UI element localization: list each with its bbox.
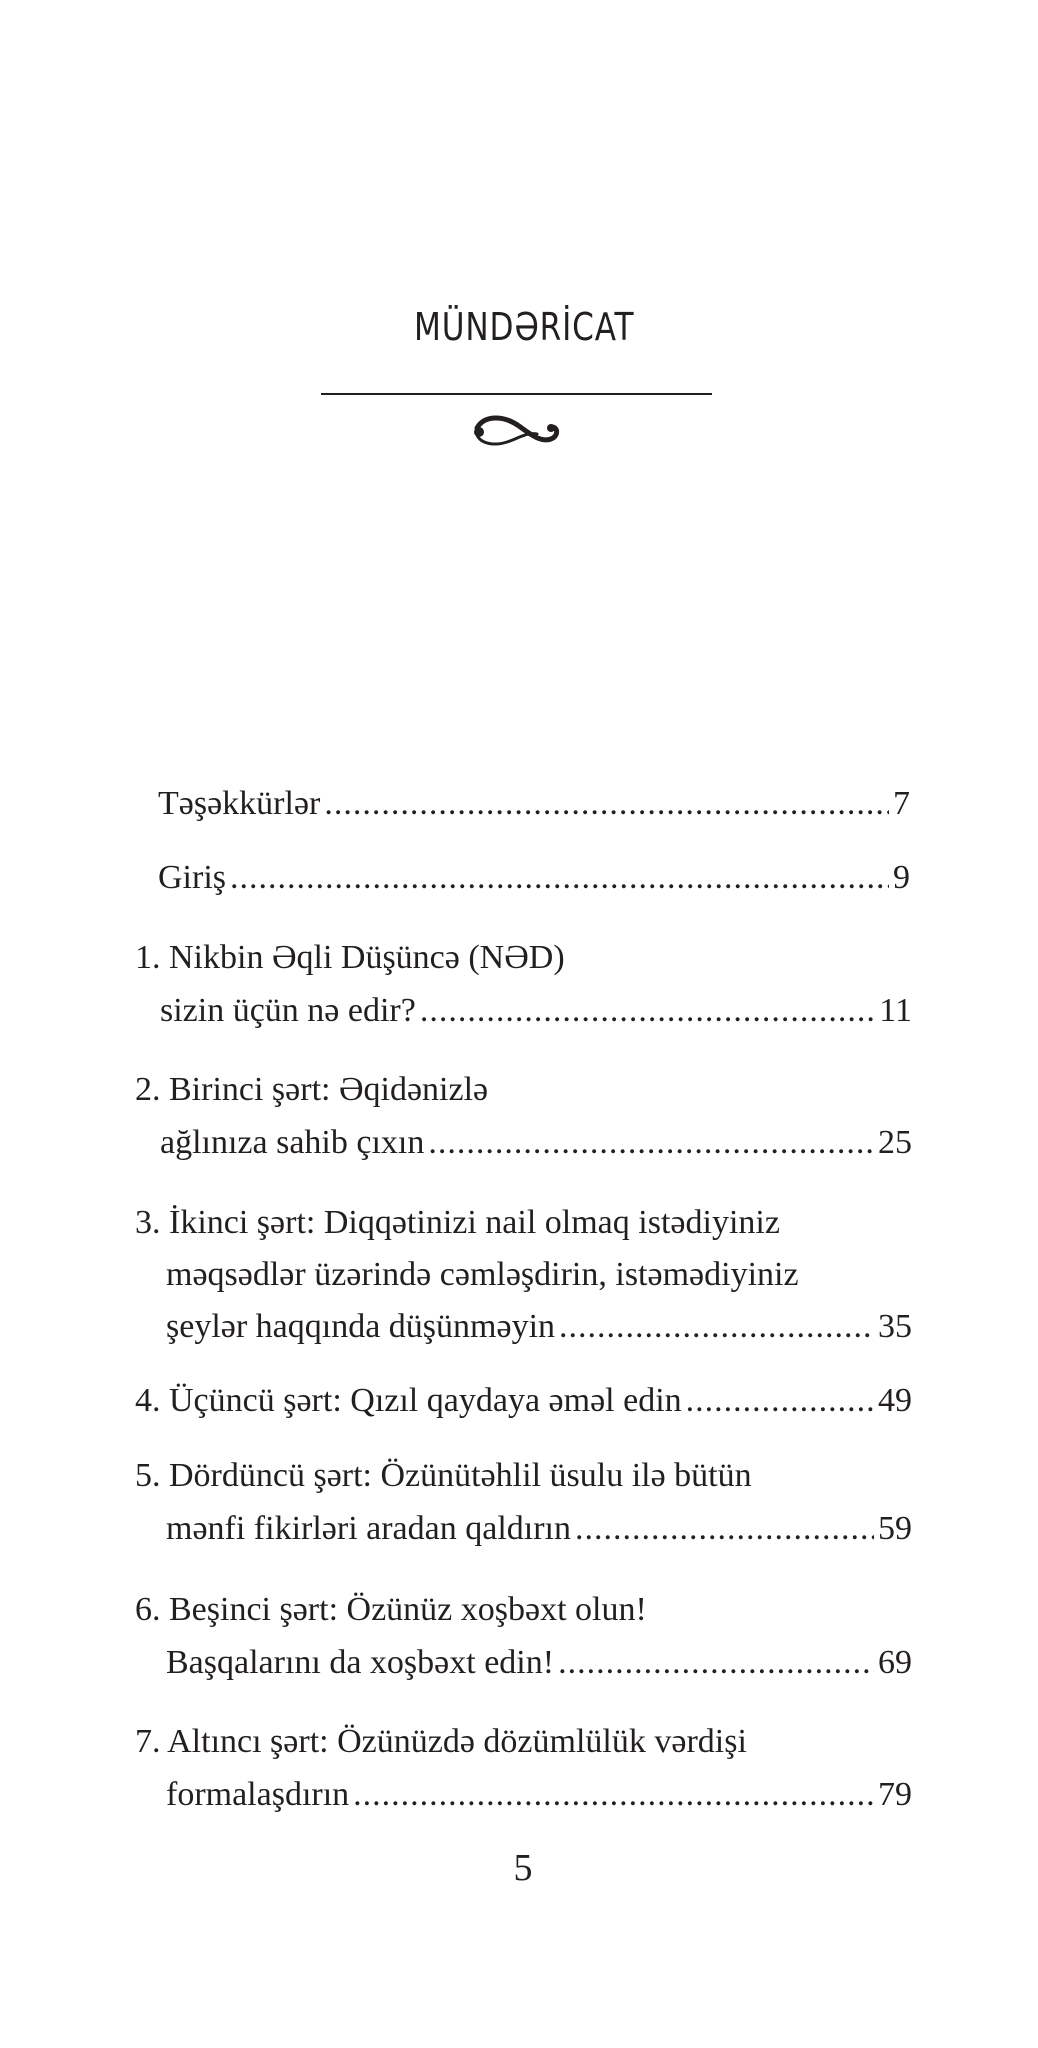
leader-dots xyxy=(428,1117,874,1169)
toc-entry-chapter-1[interactable] xyxy=(160,985,912,1037)
toc-entry-title: Başqalarını da xoşbəxt edin! xyxy=(166,1644,555,1681)
toc-entry-chapter-3-title-cont: məqsədlər üzərində cəmləşdirin, istəmədiyiniz xyxy=(166,1256,799,1293)
leader-dots xyxy=(420,985,875,1037)
toc-entry-chapter-3[interactable] xyxy=(166,1301,912,1353)
toc-entry-title: şeylər haqqında düşünməyin xyxy=(166,1308,556,1345)
toc-entry-title: sizin üçün nə edir? xyxy=(160,992,416,1029)
toc-entry-acknowledgements[interactable] xyxy=(158,778,910,830)
toc-entry-chapter-3-title[interactable]: 3. İkinci şərt: Diqqətinizi nail olmaq istədiyiniz xyxy=(135,1204,780,1241)
toc-entry-title: Giriş xyxy=(158,859,226,896)
leader-dots xyxy=(558,1637,874,1689)
swash-ornament-icon xyxy=(471,410,561,454)
toc-entry-introduction[interactable] xyxy=(158,852,910,904)
toc-entry-chapter-2-title[interactable]: 2. Birinci şərt: Əqidənizlə xyxy=(135,1071,489,1108)
toc-entry-chapter-6[interactable] xyxy=(166,1637,912,1689)
leader-dots xyxy=(230,852,889,904)
toc-entry-chapter-4[interactable] xyxy=(135,1375,912,1427)
toc-entry-chapter-7[interactable] xyxy=(166,1769,912,1821)
toc-entry-chapter-1-title[interactable]: 1. Nikbin Əqli Düşüncə (NƏD) xyxy=(135,939,565,976)
toc-page-number: 9 xyxy=(893,859,910,896)
leader-dots xyxy=(575,1503,874,1555)
toc-entry-chapter-7-title[interactable]: 7. Altıncı şərt: Özünüzdə dözümlülük vərdişi xyxy=(135,1723,747,1760)
toc-page-number: 11 xyxy=(879,992,912,1029)
title-rule xyxy=(321,393,712,395)
toc-page-number: 7 xyxy=(893,785,910,822)
toc-entry-chapter-5[interactable] xyxy=(166,1503,912,1555)
toc-page-number: 59 xyxy=(878,1510,912,1547)
toc-entry-title: mənfi fikirləri aradan qaldırın xyxy=(166,1510,571,1547)
toc-entry-title: 4. Üçüncü şərt: Qızıl qaydaya əməl edin xyxy=(135,1382,682,1419)
toc-entry-chapter-6-title[interactable]: 6. Beşinci şərt: Özünüz xoşbəxt olun! xyxy=(135,1591,647,1628)
toc-entry-title: formalaşdırın xyxy=(166,1776,350,1813)
page-number: 5 xyxy=(513,1847,533,1889)
toc-page-number: 69 xyxy=(878,1644,912,1681)
leader-dots xyxy=(559,1301,874,1353)
leader-dots xyxy=(324,778,889,830)
toc-entry-chapter-2[interactable] xyxy=(160,1117,912,1169)
toc-entry-title: Təşəkkürlər xyxy=(158,785,321,822)
toc-entry-title: ağlınıza sahib çıxın xyxy=(160,1124,425,1161)
toc-entry-chapter-5-title[interactable]: 5. Dördüncü şərt: Özünütəhlil üsulu ilə bütün xyxy=(135,1457,752,1494)
leader-dots xyxy=(353,1769,874,1821)
leader-dots xyxy=(686,1375,874,1427)
toc-page-number: 35 xyxy=(878,1308,912,1345)
toc-page-number: 49 xyxy=(878,1382,912,1419)
page-title: MÜNDƏRİCAT xyxy=(414,305,635,349)
toc-page-number: 79 xyxy=(878,1776,912,1813)
toc-page-number: 25 xyxy=(878,1124,912,1161)
